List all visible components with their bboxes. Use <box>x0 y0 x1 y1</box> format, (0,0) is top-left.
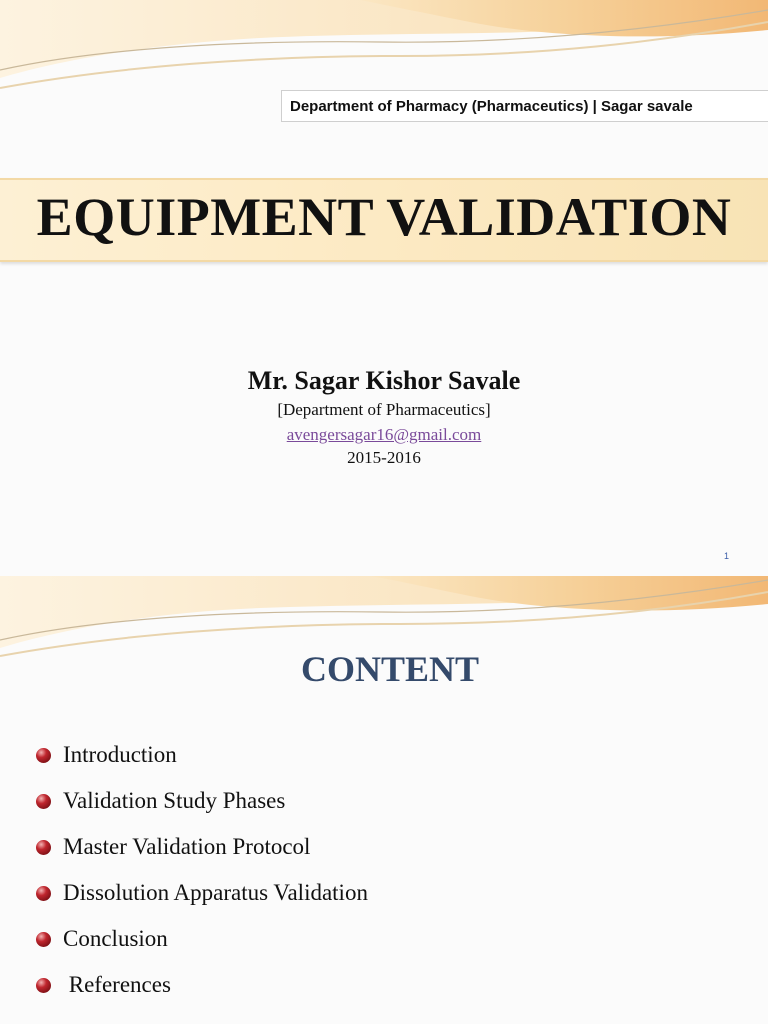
list-item <box>36 916 368 962</box>
page-number: 1 <box>724 551 730 561</box>
list-item <box>36 962 368 1008</box>
list-item <box>36 778 368 824</box>
content-title: CONTENT <box>300 649 480 689</box>
list-item <box>36 824 368 870</box>
bullet-icon <box>36 886 51 901</box>
list-item-label: References <box>63 972 171 997</box>
list-item-label: Conclusion <box>63 926 168 951</box>
author-department: [Department of Pharmaceutics] <box>277 400 491 419</box>
bullet-icon <box>36 794 51 809</box>
academic-year: 2015-2016 <box>347 448 421 467</box>
bullet-icon <box>36 978 51 993</box>
decorative-swoosh <box>0 0 768 100</box>
content-slide <box>0 572 768 1024</box>
slide-header: Department of Pharmacy (Pharmaceutics) | Sagar savale <box>281 90 768 122</box>
bullet-icon <box>36 932 51 947</box>
list-item-label: Validation Study Phases <box>63 788 286 813</box>
list-item <box>36 732 368 778</box>
slide-title: EQUIPMENT VALIDATION <box>36 187 732 247</box>
bullet-icon <box>36 748 51 763</box>
list-item-label: Master Validation Protocol <box>63 834 311 859</box>
content-list <box>36 732 368 1008</box>
list-item-label: Dissolution Apparatus Validation <box>63 880 368 905</box>
list-item-label: Introduction <box>63 742 177 767</box>
bullet-icon <box>36 840 51 855</box>
author-email <box>0 425 768 445</box>
list-item <box>36 870 368 916</box>
email-link[interactable]: avengersagar16@gmail.com <box>286 425 482 444</box>
author-name: Mr. Sagar Kishor Savale <box>247 366 521 395</box>
